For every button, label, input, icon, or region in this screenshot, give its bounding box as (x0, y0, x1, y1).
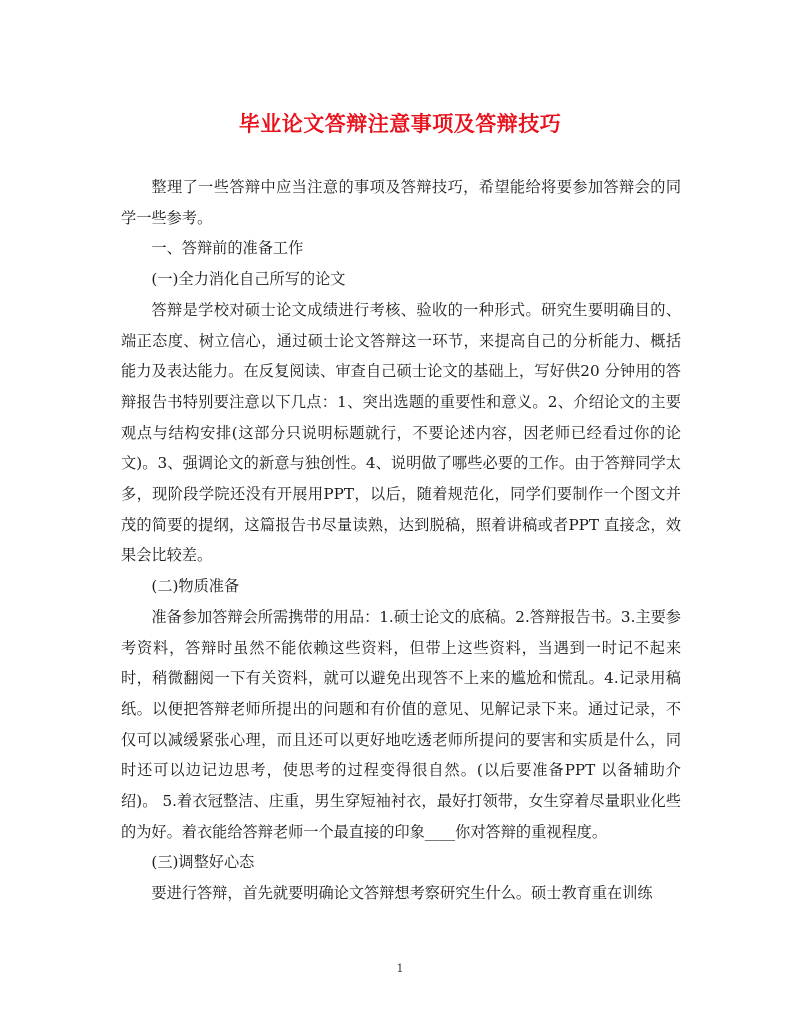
page-number: 1 (396, 962, 404, 975)
section-heading: 一、答辩前的准备工作 (151, 239, 304, 258)
subsection-heading: (二)物质准备 (151, 577, 240, 596)
subsection-heading: (一)全力消化自己所写的论文 (151, 270, 346, 289)
subsection-heading: (三)调整好心态 (151, 853, 255, 872)
document-title: 毕业论文答辩注意事项及答辩技巧 (238, 111, 562, 136)
body-paragraph: 答辩是学校对硕士论文成绩进行考核、验收的一种形式。研究生要明确目的、端正态度、树立信心，通过硕士论文答辩这一环节，来提高自己的分析能力、概括能力及表达能力。在反复阅读、审查自己硕士论文的基础上，写好供20 分钟用的答辩报告书特别要注意以下几点：1、突出选题的重要性和意义。2、介绍论文的主要观点与结构安排(这部分只说明标题就行，不要论述内容，因老师已经看过你的论文)。3、强调论文的新意与独创性。4、说明做了哪些必要的工作。由于答辩同学太多，现阶段学院还没有开展用PPT，以后，随着规范化，同学们要制作一个图文并茂的简要的提纲，这篇报告书尽量读熟，达到脱稿，照着讲稿或者PPT 直接念，效果会比较差。 (121, 300, 681, 565)
intro-paragraph: 整理了一些答辩中应当注意的事项及答辩技巧，希望能给将要参加答辩会的同学一些参考。 (121, 178, 681, 227)
body-paragraph: 准备参加答辩会所需携带的用品：1.硕士论文的底稿。2.答辩报告书。3.主要参考资料，答辩时虽然不能依赖这些资料，但带上这些资料，当遇到一时记不起来时，稍微翻阅一下有关资料，就可以避免出现答不上来的尴尬和慌乱。4.记录用稿纸。以便把答辩老师所提出的问题和有价值的意见、见解记录下来。通过记录，不仅可以减缓紧张心理，而且还可以更好地吃透老师所提问的要害和实质是什么，同时还可以边记边思考，使思考的过程变得很自然。(以后要准备PPT 以备辅助介绍)。 5.着衣冠整洁、庄重，男生穿短袖衬衣，最好打领带，女生穿着尽量职业化些的为好。着衣能给答辩老师一个最直接的印象____你对答辩的重视程度。 (121, 607, 681, 841)
document-body (121, 172, 681, 909)
body-paragraph: 要进行答辩，首先就要明确论文答辩想考察研究生什么。硕士教育重在训练 (151, 884, 653, 903)
